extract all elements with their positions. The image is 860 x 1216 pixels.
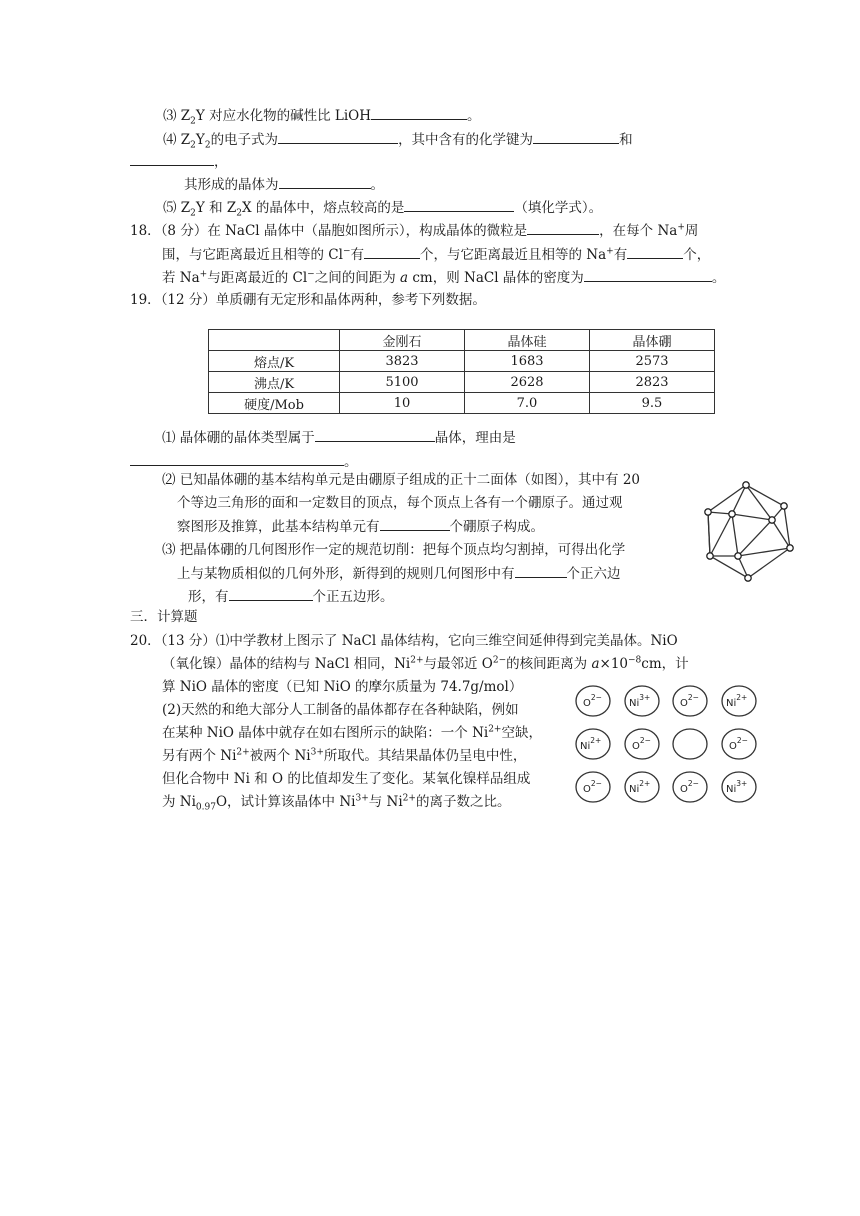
q19-item-3-line-3: 形，有 个正五边形。 xyxy=(188,586,394,607)
q18-line-2: 围，与它距离最近且相等的 Cl−有 个，与它距离最近且相等的 Na+有 个， xyxy=(162,244,710,265)
q20-line-3: 算 NiO 晶体的密度（已知 NiO 的摩尔质量为 74.7g/mol） xyxy=(162,679,523,695)
boron-properties-table xyxy=(208,329,715,414)
ion-o xyxy=(573,684,613,718)
q19-item-3-line-1: ⑶ 把晶体硼的几何图形作一定的规范切削：把每个顶点均匀割掉，可得出化学 xyxy=(162,542,626,558)
ion-symbol: $O^{2-}$ xyxy=(631,736,651,752)
ion-symbol: $O^{2-}$ xyxy=(583,693,602,709)
q17-item-3: ⑶ $Z_2Y$ 对应水化物的碱性比 LiOH 。 xyxy=(163,105,481,126)
table-cell: 沸点/K xyxy=(209,372,340,393)
table-cell: 硬度/Mob xyxy=(209,393,340,414)
table-cell: 2628 xyxy=(465,372,590,393)
ion-o xyxy=(719,727,759,761)
q17-item-4: ⑷ $Z_2Y_2$的电子式为 ，其中含有的化学键为 和 xyxy=(163,129,633,150)
answer-blank[interactable] xyxy=(627,244,683,259)
answer-blank[interactable] xyxy=(315,427,435,442)
answer-blank[interactable] xyxy=(515,563,567,578)
q20-line-6: 另有两个 $Ni^{2+}$被两个 $Ni^{3+}$所取代。其结果晶体仍呈电中性， xyxy=(162,747,527,764)
q19-intro: 19．（12 分）单质硼有无定形和晶体两种，参考下列数据。 xyxy=(130,292,486,308)
table-row xyxy=(209,393,715,414)
answer-blank[interactable] xyxy=(380,516,450,531)
section-heading: 三．计算题 xyxy=(130,609,198,625)
ion-o xyxy=(622,727,662,761)
q20-line-5: 在某种 NiO 晶体中就存在如右图所示的缺陷：一个 $Ni^{2+}$空缺， xyxy=(162,724,542,741)
q19-item-1-wrap: 。 xyxy=(130,451,358,472)
ion-ni xyxy=(719,684,759,718)
table-cell: 2573 xyxy=(590,351,715,372)
table-header-row xyxy=(209,330,715,351)
ion-symbol: $Ni^{2+}$ xyxy=(580,736,602,752)
table-cell: 5100 xyxy=(340,372,465,393)
ion-ni xyxy=(622,770,662,804)
q19-item-1: ⑴ 晶体硼的晶体类型属于 晶体，理由是 xyxy=(162,427,516,448)
answer-blank[interactable] xyxy=(229,586,313,601)
q20-line-8: 为 $Ni_{0.97}O$，试计算该晶体中 $Ni^{3+}$与 $Ni^{2+}$的离子数之比。 xyxy=(162,793,511,813)
answer-blank[interactable] xyxy=(364,244,420,259)
ion-o xyxy=(573,770,613,804)
q17-item-4-cont: 其形成的晶体为 。 xyxy=(184,174,384,195)
answer-blank[interactable] xyxy=(533,129,619,144)
table-header-cell: 金刚石 xyxy=(340,330,465,351)
q19-item-2-line-3: 察图形及推算，此基本结构单元有 个硼原子构成。 xyxy=(177,516,544,537)
ion-vacancy xyxy=(670,727,710,761)
boron-icosahedron-figure xyxy=(698,478,800,586)
q18-line-3: 若 Na+与距离最近的 Cl−之间的间距为 a cm，则 NaCl 晶体的密度为 。 xyxy=(162,267,725,288)
table-header-cell xyxy=(209,330,340,351)
ion-ni xyxy=(573,727,613,761)
answer-blank[interactable] xyxy=(278,129,398,144)
table-row xyxy=(209,372,715,393)
ion-ni xyxy=(622,684,662,718)
ion-ni xyxy=(719,770,759,804)
ion-symbol: $O^{2-}$ xyxy=(680,779,699,795)
answer-blank[interactable] xyxy=(404,197,514,212)
q18-line-1: 18．（8 分）在 NaCl 晶体中（晶胞如图所示），构成晶体的微粒是 ，在每个 Na+周 xyxy=(130,220,698,241)
table-cell: 9.5 xyxy=(590,393,715,414)
ion-symbol: $Ni^{2+}$ xyxy=(725,693,747,709)
ion-o xyxy=(670,684,710,718)
q19-item-3-line-2: 上与某物质相似的几何外形，新得到的规则几何图形中有 个正六边 xyxy=(177,563,621,584)
answer-blank[interactable] xyxy=(584,267,712,282)
answer-blank[interactable] xyxy=(130,451,344,466)
ion-symbol: $O^{2-}$ xyxy=(728,736,748,752)
q17-item-5: ⑸ $Z_2Y$ 和 $Z_2X$ 的晶体中，熔点较高的是 （填化学式）。 xyxy=(163,197,602,218)
q19-item-2-line-2: 个等边三角形的面和一定数目的顶点，每个顶点上各有一个硼原子。通过观 xyxy=(177,495,623,511)
ion-symbol: $O^{2-}$ xyxy=(583,779,602,795)
answer-blank[interactable] xyxy=(527,220,599,235)
table-row xyxy=(209,351,715,372)
table-header-cell: 晶体硅 xyxy=(465,330,590,351)
ion-symbol: $Ni^{3+}$ xyxy=(725,779,747,795)
q20-line-1: 20．（13 分）⑴中学教材上图示了 NaCl 晶体结构，它向三维空间延伸得到完美晶体。NiO xyxy=(130,633,678,649)
answer-blank[interactable] xyxy=(279,174,371,189)
table-cell: 3823 xyxy=(340,351,465,372)
table-cell: 7.0 xyxy=(465,393,590,414)
ion-symbol: $O^{2-}$ xyxy=(680,693,699,709)
q20-line-4: (2)天然的和绝大部分人工制备的晶体都存在各种缺陷，例如 xyxy=(162,702,519,718)
answer-blank[interactable] xyxy=(130,151,214,166)
table-cell: 1683 xyxy=(465,351,590,372)
ion-o xyxy=(670,770,710,804)
table-cell: 2823 xyxy=(590,372,715,393)
ion-symbol: $Ni^{3+}$ xyxy=(628,693,650,709)
answer-blank[interactable] xyxy=(371,105,467,120)
q20-line-2: （氧化镍）晶体的结构与 NaCl 相同，$Ni^{2+}$与最邻近 $O^{2-}$的核间距离为 $a\times 10^{-8}cm$，计 xyxy=(162,655,689,672)
q17-item-4-wrap: ， xyxy=(130,151,228,172)
table-header-cell: 晶体硼 xyxy=(590,330,715,351)
table-cell: 10 xyxy=(340,393,465,414)
ion-symbol: $Ni^{2+}$ xyxy=(628,779,650,795)
q20-line-7: 但化合物中 Ni 和 O 的比值却发生了变化。某氧化镍样品组成 xyxy=(162,771,531,787)
table-cell: 熔点/K xyxy=(209,351,340,372)
q19-item-2-line-1: ⑵ 已知晶体硼的基本结构单元是由硼原子组成的正十二面体（如图），其中有 20 xyxy=(162,472,641,488)
